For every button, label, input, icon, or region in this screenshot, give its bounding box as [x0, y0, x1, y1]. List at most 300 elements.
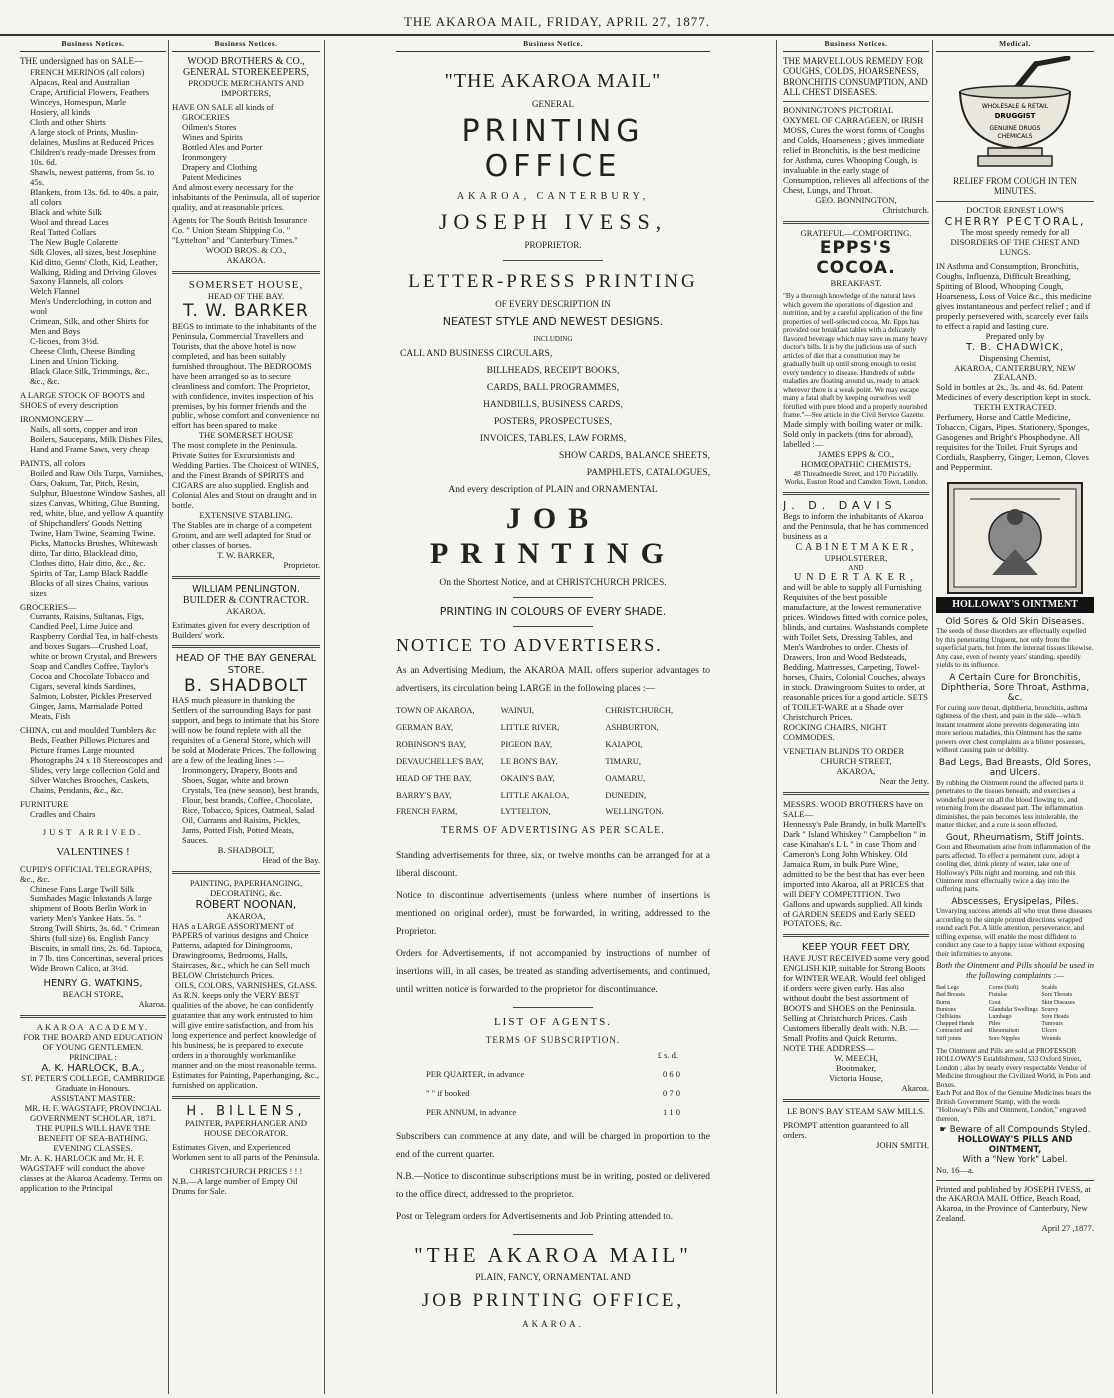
list-item: Crimean, Silk, and other Shirts for Men and Boys — [30, 316, 149, 337]
barker-name: T. W. BARKER — [183, 301, 309, 322]
painting-title: PAINTING, PAPERHANGING, DECORATING, &c. — [189, 877, 303, 898]
grateful-line: GRATEFUL—COMFORTING. — [800, 228, 912, 239]
mortar-pestle-icon — [940, 56, 1090, 174]
divider — [783, 101, 929, 102]
including-label: INCLUDING — [533, 334, 573, 343]
complaint-item: Bunions — [936, 1006, 957, 1013]
messrs-line: MESSRS. WOOD BROTHERS have on SALE— — [783, 798, 923, 819]
wood-signature: WOOD BROS. & CO., — [205, 245, 287, 256]
beach-store: BEACH STORE, — [62, 988, 124, 999]
church-street: CHURCH STREET, — [820, 755, 892, 766]
divider — [172, 576, 320, 579]
gout-title: Gout, Rheumatism, Stiff Joints. — [945, 832, 1085, 843]
beware-text: Beware of all Compounds Styled. — [949, 1125, 1091, 1136]
column-2 — [172, 40, 320, 1394]
list-item: Cloth and other Shirts — [30, 116, 106, 127]
academy-subtitle: FOR THE BOARD AND EDUCATION OF YOUNG GENTLEMEN. — [23, 1031, 163, 1052]
bronchitis-title: A Certain Cure for Bronchitis, Diphtheria, Sore Throat, Asthma, &c. — [940, 672, 1090, 704]
bonnington-place: Christchurch. — [882, 205, 929, 216]
boots-line: A LARGE STOCK OF BOOTS and SHOES of every description — [20, 390, 145, 411]
builder-title: BUILDER & CONTRACTOR. — [182, 594, 310, 606]
rocking-chairs: ROCKING CHAIRS, NIGHT COMMODES. — [783, 722, 887, 742]
china-heading: CHINA, cut and moulded Tumblers &c — [20, 725, 157, 736]
divider — [172, 1096, 320, 1099]
letterpress-title: LETTER-PRESS PRINTING — [408, 271, 698, 293]
rate-value: 1 1 0 — [663, 1107, 680, 1117]
wood-text: And almost every necessary for the inhabitants of the Peninsula, all of superior quality, and at reasonable prices. — [172, 181, 320, 212]
complaint-item: Skin Diseases — [1041, 999, 1075, 1006]
meech-place: Akaroa. — [901, 1082, 929, 1093]
list-item: Drapery and Clothing — [182, 161, 257, 172]
job-office-title: JOB PRINTING OFFICE, — [421, 1290, 685, 1312]
svg-text:CHEMICALS: CHEMICALS — [997, 132, 1033, 140]
pointing-hand-icon: ☛ — [939, 1125, 950, 1136]
wood-place: AKAROA. — [226, 255, 266, 266]
just-arrived: JUST ARRIVED. — [42, 826, 144, 837]
feet-dry-title: KEEP YOUR FEET DRY. — [801, 942, 911, 954]
complaint-item: Chilblains — [936, 1013, 961, 1020]
colours-line: PRINTING IN COLOURS OF EVERY SHADE. — [439, 604, 667, 618]
divider — [513, 597, 593, 598]
sea-bathing: THE PUPILS WILL HAVE THE BENEFIT OF SEA-BATHING. — [35, 1123, 151, 1144]
notice-text: As an Advertising Medium, the AKAROA MAIL offers superior advantages to advertisers, its circulation being LARGE in the following places :— — [396, 666, 710, 695]
davis-text-2: and will be able to supply all Furnishing Requisites of the best possible manufacture, at the lowest remunerative prices. Windows fitted with cornice poles, blinds, and curtains. Washstands complete with Toilet Sets, Dressing Tables, and Men's Wardrobes to order. Chests of Drawers, Iron and Wood Bedsteads, Bedding, Mattresses, Carpeting, Towel-horses, Chairs, Colonial Couches, always in stock. Drawingroom Suites to order, at reasonable prices for a good article. SETS of TOILET-WARE at a Shade over Christchurch Prices. — [783, 582, 929, 723]
principal-name: A. K. HARLOCK, B.A., — [41, 1062, 145, 1074]
list-item: Hosiery, all kinds — [30, 107, 91, 117]
list-item: Men's Underclothing, in cotton and wool — [30, 296, 152, 317]
abscess-title: Abscesses, Erysipelas, Piles. — [951, 896, 1079, 907]
epps-signature: JAMES EPPS & CO., — [817, 448, 895, 459]
watkins-place: Akaroa. — [138, 998, 166, 1009]
sores-title: Old Sores & Old Skin Diseases. — [945, 616, 1085, 627]
divider — [783, 221, 929, 224]
spirits-list: Hennessy's Pale Brandy, in bulk Martell's Dark " Island Whiskey " Campbelton " in case Kinahan's L L " in case Thom and Cameron's Long John Whiskey. Old Jamaica Rum, in bulk Pure Wine, admitted to be the best that has ever been imported into Akaroa, all at PRICES that will DEFY COMPETITION. Two Gallons and upwards supplied. All kinds of GARDEN SEEDS and Early SEED POTATOES, &c. — [783, 818, 926, 929]
academy-title: AKAROA ACADEMY. — [36, 1021, 150, 1032]
divider — [783, 1099, 929, 1102]
bronchitis-text: For curing sore throat, diphtheria, bronchitis, asthma tightness of the chest, and pain in the side—which instant treatment alone prevents degenerating into more serious maladies, this Ointment has the same powers over chest complaints as a blister possesses, without causing pain or debility. — [936, 703, 1088, 755]
assistant-label: ASSISTANT MASTER: — [50, 1093, 136, 1104]
complaint-item: Sore Heads — [1041, 1013, 1069, 1020]
epps-chemists: HOMŒOPATHIC CHEMISTS, — [801, 458, 911, 469]
venetian-blinds: VENETIAN BLINDS TO ORDER — [783, 745, 905, 756]
cherry-pectoral: CHERRY PECTORAL, — [944, 214, 1086, 228]
place-line: AKAROA, CANTERBURY, — [456, 190, 650, 202]
complaint-item: Bad Legs — [936, 985, 959, 992]
place-item: BARRY'S BAY, — [396, 789, 452, 800]
wood-subtitle: GENERAL STOREKEEPERS, — [182, 67, 310, 79]
watkins-name: HENRY G. WATKINS, — [43, 978, 143, 990]
list-item: Oilmen's Stores — [182, 121, 237, 132]
ad-number: No. 16—a. — [936, 1164, 974, 1175]
paper-title-2: "THE AKAROA MAIL" — [414, 1243, 692, 1268]
epps-cocoa-title: EPPS'S COCOA. — [816, 238, 896, 278]
place-item: CHRISTCHURCH, — [605, 705, 674, 716]
complaint-item: Tumours — [1041, 1021, 1063, 1028]
general-label: GENERAL — [532, 98, 574, 109]
svg-text:GENUINE DRUGS: GENUINE DRUGS — [989, 124, 1041, 132]
place-item: TIMARU, — [605, 755, 641, 766]
subscribers-text: Subscribers can commence at any date, and will be charged in proportion to the end of the current quarter. — [396, 1131, 710, 1160]
davis-text: Begs to inform the inhabitants of Akaroa and the Peninsula, that he has commenced business as a — [783, 511, 929, 542]
bonnington-text: BONNINGTON'S PICTORIAL OXYMEL OF CARRAGEEN, or IRISH MOSS, Cures the worst forms of Coughs and Colds, Hoarseness ; gives immediate relief in Bronchitis, is the best medicine for Asthma, cures Whooping Cough, is invaluable in the early stage of Consumption, relieves all affections of the Chest, Lungs, and Throat. — [783, 105, 929, 196]
list-item: Saxony Flannels, all colors — [30, 276, 124, 287]
oils-line: OILS, COLORS, VARNISHES, GLASS. — [174, 980, 318, 991]
list-item: Wool and thread Laces — [30, 216, 109, 227]
rate-row — [426, 1070, 680, 1080]
complaint-item: Scurvy — [1041, 1006, 1059, 1013]
each-pot-text: Each Pot and Box of the Genuine Medicines bears the British Government Stamp, with the words "Holloway's Pills and Ointment, London," engraved thereon. — [936, 1089, 1092, 1123]
complaint-item: Fistulas — [988, 992, 1008, 999]
billens-name: H. BILLENS, — [186, 1103, 306, 1119]
ointment-text: The Ointment and Pills are sold at PROFESSOR HOLLOWAY'S Establishment, 533 Oxford Street, London ; also by nearly every respectable Vendor of Medicine throughout the Civilized World, in Pots and Boxes. — [936, 1046, 1091, 1089]
masthead — [0, 0, 1114, 36]
section-header: Medical. — [936, 40, 1094, 52]
print-item: PAMPHLETS, CATALOGUES, — [586, 467, 710, 478]
print-item: POSTERS, PROSPECTUSES, — [494, 416, 612, 427]
remedy-title: THE MARVELLOUS REMEDY FOR COUGHS, COLDS, HOARSENESS, BRONCHITIS CONSUMPTION, AND ALL CHEST DISEASES. — [783, 55, 928, 97]
nb-text: N.B.—Notice to discontinue subscriptions must be in writing, posted or delivered to the office direct, addressed to the proprietor. — [396, 1171, 710, 1200]
legs-text: By rubbing the Ointment round the affected parts it penetrates to the tissues beneath, and exercises a wonderful power on all the blood flowing to, and returning from the diseased part. The inflammation diminishes, the pain becomes less intolerable, the matter thicker, and a cure is soon effected. — [936, 778, 1084, 830]
list-item: Blankets, from 13s. 6d. to 40s. a pair, all colors — [30, 186, 159, 207]
rate-value: 0 7 0 — [663, 1088, 680, 1099]
akaroa-footer: AKAROA. — [522, 1318, 584, 1329]
rate-label: PER QUARTER, in advance — [426, 1069, 525, 1080]
davis-name: J. D. DAVIS — [783, 498, 897, 512]
place-item: PIGEON BAY, — [500, 738, 553, 749]
furniture-heading: FURNITURE — [20, 798, 69, 809]
principal-label: PRINCIPAL : — [69, 1051, 117, 1062]
printed-by: Printed and published by JOSEPH IVESS, at the AKAROA MAIL Office, Beach Road, Akaroa, in the Province of Canterbury, New Zealand. — [936, 1183, 1091, 1224]
asthma-text: IN Asthma and Consumption, Bronchitis, Coughs, Influenza, Difficult Breathing, Spitting of Blood, Whooping Cough, Hoarseness, Loss of Voice &c., this medicine gives instantaneous and perfect relief ; and if properly persevered with, scarcely ever fails to effect a rapid and lasting cure. — [936, 261, 1092, 331]
list-item: GROCERIES — [182, 111, 230, 122]
notice-title: NOTICE TO ADVERTISERS. — [396, 635, 663, 656]
complaint-item: Burns — [936, 999, 951, 1006]
relief-title: RELIEF FROM COUGH IN TEN MINUTES. — [953, 175, 1077, 197]
shadbolt-signature: B. SHADBOLT, — [217, 844, 275, 855]
furniture-list: Cradles and Chairs — [30, 808, 96, 819]
paper-title: "THE AKAROA MAIL" — [444, 69, 662, 92]
shadbolt-items: Ironmongery, Drapery, Boots and Shoes, Sugar, white and brown Crystals, Tea (new season), best brands, Flour, best brands, Coffee, Chocolate, Rice, Tobacco, Spices, Oatmeal, Salad Oil, Currants and Raisins, Pickles, Jams, Potted Fish, Potted Meats, Sauces. — [182, 765, 320, 845]
misc-list: Chinese Fans Large Twill Silk Sunshades Magic Inkstands A large shipment of Boots Berlin Work in variety Men's Yankee Hats. 5s. " Strong Twill Shirts, 3s. 6d. " Crimean Shirts (full size) 6s. English Fancy Biscuits, in small tins, 2s. 6d. Tapioca, in 7 lb. tins Concertinas, several prices Wide Brown Calico, at 3½d. — [30, 883, 164, 974]
shadbolt-place: Head of the Bay. — [262, 854, 320, 865]
complaint-item: Chapped Hands — [936, 1021, 975, 1028]
evening-classes: EVENING CLASSES. — [53, 1143, 133, 1153]
somerset-subtitle: HEAD OF THE BAY. — [207, 291, 285, 302]
complaint-item: Lumbago — [988, 1013, 1012, 1020]
divider — [783, 792, 929, 795]
shortest-notice: On the Shortest Notice, and at CHRISTCHURCH PRICES. — [439, 577, 667, 588]
post-text: Post or Telegram orders for Advertisements and Job Printing attended to. — [396, 1212, 673, 1223]
undertaker: UNDERTAKER, — [794, 571, 918, 583]
place-item: TOWN OF AKAROA, — [396, 705, 475, 716]
section-header: Business Notices. — [783, 40, 929, 52]
bottles-text: Sold in bottles at 2s., 3s. and 4s. 6d. Patent Medicines of every description kept in stock. — [936, 382, 1091, 403]
builder-text: Estimates given for every description of Builders' work. — [172, 619, 310, 640]
holloway-pills: HOLLOWAY'S PILLS AND OINTMENT, — [957, 1134, 1073, 1155]
groceries-heading: GROCERIES— — [20, 601, 77, 612]
place-item: LYTTELTON, — [500, 806, 551, 817]
college: ST. PETER'S COLLEGE, CAMBRIDGE Graduate in Honours. — [21, 1073, 165, 1094]
print-item: CALL AND BUSINESS CIRCULARS, — [400, 348, 553, 359]
place-item: KAIAPOI, — [605, 738, 643, 749]
rate-label: " " if booked — [426, 1088, 470, 1099]
list-item: Welch Flannel — [30, 286, 80, 297]
list-item: Alpacas, Real and Australian — [30, 77, 130, 88]
sores-text: The seeds of these disorders are effectually expelled by this penetrating Unguent, not only from the superficial parts, but from the internal tissues likewise. Any case, even of twenty years' standing, speedily yields to its influence. — [936, 627, 1094, 670]
davis-place: AKAROA, — [836, 765, 876, 776]
orders-text: Orders for Advertisements, if not accompanied by instructions of number of insertions will, in all cases, be treated as standing advertisements, and continued, until written notice is forwarded to the proprietor for discontinuance. — [396, 949, 710, 996]
complaint-item: Ulcers — [1041, 1028, 1057, 1035]
agents-title: LIST OF AGENTS. — [493, 1016, 613, 1029]
paints-list: Boiled and Raw Oils Turps, Varnishes, Oars, Oakum, Tar, Pitch, Resin, Sulphur, Bluestone Window Sashes, all sizes Canvas, Whiting, Glue Bunting, red, white, blue, and yellow A quantity of Shipchandlers' Goods Netting Twine, Ham Twine, Seaming Twine. Picks, Mattocks Brushes, Whitewash ditto, Tar ditto, Blacklead ditto, Clothes ditto, Hair ditto, &c., &c. Spirits of Tar, Lamp Black Raddle Blocks of all sizes Chains, various sizes — [30, 467, 166, 598]
column-rule — [776, 40, 777, 1394]
complaint-item: Gout — [988, 999, 1001, 1006]
print-item: INVOICES, TABLES, LAW FORMS, — [479, 433, 627, 444]
print-item: HANDBILLS, BUSINESS CARDS, — [483, 399, 623, 410]
list-item: Patent Medicines — [182, 171, 242, 182]
list-item: Shawls, newest patterns, from 5s. to 45s. — [30, 166, 155, 187]
christchurch-prices: CHRISTCHURCH PRICES ! ! ! — [189, 1165, 303, 1176]
list-item: FRENCH MERINOS (all colors) — [30, 67, 145, 78]
meech-name: W. MEECH, — [834, 1052, 878, 1063]
place-item: OAMARU, — [605, 772, 646, 783]
column-5-medical — [936, 40, 1094, 1394]
place-item: LITTLE RIVER, — [500, 722, 560, 733]
list-item: Real Tatted Collars — [30, 226, 97, 237]
smith-name: JOHN SMITH. — [876, 1139, 929, 1150]
neatest-style: NEATEST STYLE AND NEWEST DESIGNS. — [442, 314, 664, 328]
place-item: WAINUI, — [500, 705, 534, 716]
shadbolt-name: B. SHADBOLT — [183, 675, 309, 696]
svg-text:WHOLESALE & RETAIL: WHOLESALE & RETAIL — [981, 102, 1049, 110]
list-item: Winceys, Homespun, Marle — [30, 97, 127, 108]
breakfast-label: BREAKFAST. — [830, 277, 882, 288]
plain-ornamental: And every description of PLAIN and ORNAMENTAL — [448, 484, 658, 495]
shadbolt-text: HAS much pleasure in thanking the Settlers of the surrounding Bays for past support, and begs to intimate that his Store will now be found replete with all the requisites of a General Store, which will be sold at Moderate Prices. The following are a few of the leading lines :— — [172, 695, 320, 766]
complaint-item: Glandular Swellings — [988, 1006, 1038, 1013]
somerset-title: SOMERSET HOUSE, — [188, 279, 304, 292]
column-rule — [932, 40, 933, 1394]
place-item: ROBINSON'S BAY, — [396, 738, 467, 749]
barker-signature: T. W. BARKER, — [217, 550, 275, 561]
divider — [172, 645, 320, 648]
near-jetty: Near the Jetty. — [879, 775, 929, 786]
complaint-item: Stiff joints — [936, 1035, 962, 1042]
complaints-table — [936, 985, 1094, 1043]
standing-text: Standing advertisements for three, six, or twelve months can be arranged for at a liberal discount. — [396, 850, 710, 879]
teeth-extracted: TEETH EXTRACTED. — [973, 402, 1057, 413]
list-item: Silk Gloves, all sizes, best Josephine Kid ditto, Gents' Cloth, Kid, Leather, Walking, Riding and Driving Gloves — [30, 246, 158, 277]
new-york-label: With a "New York" Label. — [962, 1154, 1068, 1165]
note-address: NOTE THE ADDRESS— — [783, 1042, 875, 1053]
subscription-title: TERMS OF SUBSCRIPTION. — [485, 1034, 621, 1045]
cabinetmaker: CABINETMAKER, — [795, 542, 917, 554]
cherry-text: The most speedy remedy for all DISORDERS OF THE CHEST AND LUNGS. — [950, 227, 1080, 258]
place-item: OKAIN'S BAY, — [500, 772, 555, 783]
lowe-name: DOCTOR ERNEST LOW'S — [966, 204, 1064, 215]
place-item: WELLINGTON. — [605, 806, 664, 817]
drums-text: N.B.—A large number of Empty Oil Drums for Sale. — [172, 1175, 298, 1196]
section-header: Business Notice. — [396, 40, 710, 52]
column-4 — [783, 40, 929, 1394]
complaint-item: Corns (Soft) — [988, 985, 1019, 992]
list-item: A large stock of Prints, Muslin-delaines, Muslins at Reduced Prices — [30, 126, 154, 147]
column-1 — [20, 40, 166, 1394]
victoria-house: Victoria House, — [829, 1072, 883, 1083]
discontinue-text: Notice to discontinue advertisements (unless where number of insertions is mentioned on original order), must be forwarded, in writing, addressed to the Proprietor. — [396, 890, 710, 938]
list-item: Linen and Union Ticking. — [30, 356, 119, 367]
prepared-by: Prepared only by — [985, 330, 1045, 341]
complaint-item: Rheumatism — [988, 1028, 1019, 1035]
wood-subtitle-2: PRODUCE MERCHANTS AND IMPORTERS, — [188, 77, 304, 98]
place-item: DEVAUCHELLE'S BAY, — [396, 755, 484, 766]
holloway-emblem-icon — [940, 479, 1090, 597]
abscess-text: Unvarying success attends all who treat these diseases according to the simple printed directions wrapped round each Pot. A little attention, perseverance, and trifling expense, will enable the most diffident to conduct any case to a happy issue without exposing their infirmities to anyone. — [936, 907, 1092, 958]
epps-address: 48 Threadneedle Street, and 170 Piccadilly. Works, Euston Road and Camden Town, London. — [784, 469, 928, 487]
paints-heading: PAINTS, all colors — [20, 457, 86, 468]
somerset-text: The most complete in the Peninsula. Private Suites for Excursionists and Wedding Parties. The Choicest of WINES, and the Finest Brands of SPIRITS and CIGARS are also supplied. English and Colonial Ales and Stout on draught and in bottle. — [172, 440, 319, 511]
stabling-title: EXTENSIVE STABLING. — [199, 510, 293, 521]
gout-text: Gout and Rheumatism arise from inflammation of the parts affected. To effect a permanent cure, adopt a cooling diet, drink plenty of water, take one of Holloway's Pills night and morning, and rub this Ointment most effectually twice a day into the suffering parts. — [936, 843, 1091, 894]
list-item: Crape, Artificial Flowers, Feathers — [30, 87, 150, 98]
complaint-item: Wounds — [1041, 1035, 1061, 1042]
terms-line: TERMS OF ADVERTISING AS PER SCALE. — [441, 825, 665, 837]
place-item: ASHBURTON, — [605, 722, 659, 733]
wood-agents: Agents for The South British Insurance Co. " Union Steam Shipping Co. " "Lyttelton" and "Canterbury Times." — [172, 215, 308, 246]
prompt-text: PROMPT attention guaranteed to all orders. — [783, 1119, 909, 1140]
svg-text:DRUGGIST: DRUGGIST — [994, 111, 1036, 120]
place-item: FRENCH FARM, — [396, 806, 458, 817]
builder-place: AKAROA. — [226, 605, 266, 616]
rate-label: PER ANNUM, in advance — [426, 1107, 517, 1117]
place-item: GERMAN BAY, — [396, 722, 454, 733]
barker-role: Proprietor. — [283, 560, 320, 570]
epps-made: Made simply with boiling water or milk. Sold only in packets (tins for abroad), labelled :— — [783, 418, 923, 449]
divider — [513, 1007, 593, 1008]
noonan-text-2: As R.N. keeps only the VERY BEST qualities of the above, he can confidently guarantee that any work entrusted to him will give entire satisfaction, and from his long experience and perfect knowledge of his business, he is prepared to execute orders in a thoroughly workmanlike manner and on the most reasonable terms. Estimates for Painting, Paperhanging, &c., furnished on application. — [172, 990, 320, 1091]
lebons-title: LE BON'S BAY STEAM SAW MILLS. — [786, 1105, 926, 1116]
column-rule — [324, 40, 325, 1394]
column-rule — [168, 40, 169, 1394]
bonnington-signature: GEO. BONNINGTON, — [815, 195, 897, 206]
complaint-item: Sore Nipples — [988, 1035, 1020, 1042]
divider — [783, 492, 929, 495]
holloway-band: HOLLOWAY'S OINTMENT — [936, 597, 1094, 613]
divider — [513, 626, 593, 627]
wood-intro: HAVE ON SALE all kinds of — [172, 101, 274, 112]
list-item: Ironmongery — [182, 151, 227, 162]
legs-title: Bad Legs, Bad Breasts, Old Sores, and Ulcers. — [938, 757, 1092, 779]
complaint-item: Piles — [988, 1021, 1001, 1028]
ironmongery-list: Nails, all sorts, copper and iron Boilers, Saucepans, Milk Dishes Files, Hand and Frame Saws, very cheap — [30, 424, 163, 454]
rate-row — [426, 1108, 680, 1118]
list-item: Cheese Cloth, Cheese Binding — [30, 346, 136, 357]
print-item: BILLHEADS, RECEIPT BOOKS, — [486, 365, 620, 376]
penlington-name: WILLIAM PENLINGTON. — [192, 583, 300, 595]
divider — [936, 201, 1094, 202]
issue-date: April 27 ,1877. — [1041, 1223, 1094, 1234]
complaint-item: Contracted and — [936, 1028, 973, 1035]
divider — [503, 260, 603, 261]
proprietor-name: JOSEPH IVESS, — [438, 208, 668, 234]
hob-title: HEAD OF THE BAY GENERAL STORE. — [175, 653, 317, 677]
list-item: Black and white Silk — [30, 206, 102, 217]
divider — [20, 1015, 166, 1018]
billens-text: Estimates Given, and Experienced Workmen sent to all parts of the Peninsula. — [172, 1142, 320, 1162]
every-description: OF EVERY DESCRIPTION IN — [495, 299, 611, 310]
wood-title: WOOD BROTHERS & CO., — [187, 55, 305, 67]
printing-office-title: PRINTING OFFICE — [461, 114, 645, 185]
assistant-name: MR. H. F. WAGSTAFF, PROVINCIAL GOVERNMENT SCHOLAR, 1871. — [24, 1103, 162, 1124]
upholsterer: UPHOLSTERER, — [824, 552, 888, 563]
drapery-list — [20, 68, 166, 387]
places-grid — [396, 706, 710, 817]
print-item: SHOW CARDS, BALANCE SHEETS, — [558, 450, 710, 461]
job-printing-title: JOB PRINTING — [429, 501, 676, 570]
billens-subtitle: PAINTER, PAPERHANGER AND HOUSE DECORATOR. — [185, 1118, 307, 1139]
place-item: DUNEDIN, — [605, 789, 647, 800]
groceries-list: Currants, Raisins, Sultanas, Figs, Candied Peel, Lime Juice and Raspberry Cordial Tea, in half-chests and boxes Sugars—Crushed Loaf, white or brown Crystal, and Brewers Soap and Candles Coffee, Taylor's Cocoa and Chocolate Tobacco and Cigars, several kinds Sardines, Salmon, Lobster, Pickles Preserved Ginger, Jams, Marmalade Potted Meats, Fish — [30, 611, 158, 722]
list-item: Children's ready-made Dresses from 10s. 6d. — [30, 146, 156, 167]
list-item: Bottled Ales and Porter — [182, 141, 263, 152]
place-item: HEAD OF THE BAY, — [396, 772, 472, 783]
epps-text: "By a thorough knowledge of the natural laws which govern the operations of digestion and nutrition, and by a careful application of the fine properties of well-selected cocoa, Mr. Epps has provided our breakfast tables with a delicately flavored beverage which may save us many heavy doctor's bills. It is by the judicious use of such articles of diet that a constitution may be gradually built up until strong enough to resist every tendency to disease. Hundreds of subtle maladies are floating around us, ready to attack wherever there is a weak point. We may escape many a fatal shaft by keeping ourselves well fortified with pure blood and a properly nourished frame."—See article in the Civil Service Gazette. — [783, 292, 928, 420]
noonan-name: ROBERT NOONAN, — [195, 897, 297, 911]
list-item: C-licoes, from 3½d. — [30, 336, 99, 347]
place-item: LITTLE AKALOA, — [500, 789, 570, 800]
and-label: AND — [848, 563, 864, 572]
meech-role: Bootmaker, — [836, 1062, 876, 1073]
feet-text: HAVE JUST RECEIVED some very good ENGLISH KIP, suitable for Strong Boots for WINTER WEAR. Would feel obliged if orders were given early. Has also without doubt the best assortment of BOOTS and SHOES on the Peninsula. Selling at Christchurch Prices. Cash Customers liberally dealt with. N.B. — Small Profits and Quick Returns. — [783, 953, 929, 1043]
section-header: Business Notices. — [20, 40, 166, 52]
cupid-line: CUPID'S OFFICIAL TELEGRAPHS, &c., &c. — [20, 863, 152, 884]
section-header: Business Notices. — [172, 40, 320, 52]
sale-intro: THE undersigned has on SALE— — [20, 55, 143, 66]
proprietor-label: PROPRIETOR. — [524, 240, 582, 251]
noonan-place: AKAROA, — [226, 910, 266, 921]
china-list: Beds, Feather Pillows Pictures and Picture frames Large mounted Photographs 24 x 18 Stereoscopes and Slides, very large collection Gold and Silver Watches Brooches, Caskets, Chains, Pendants, &c., &c. — [30, 735, 163, 795]
both-line: Both the Ointment and Pills should be used in the following complaints :— — [936, 960, 1094, 981]
divider — [936, 1180, 1094, 1181]
valentines: VALENTINES ! — [56, 845, 130, 858]
barker-text: BEGS to intimate to the inhabitants of the Peninsula, Commercial Travellers and Tourists, that the above hotel is now completed, and has been suitably furnished throughout. The BEDROOMS have been arranged so as to secure cleanliness and comfort. The Proprietor, with confidence, invites inspection of his premises, by his former friends and the public, whose comfort and convenience no effort has been spared to make — [172, 320, 320, 431]
divider — [783, 934, 929, 937]
chadwick-place: AKAROA, CANTERBURY, NEW ZEALAND. — [954, 362, 1076, 383]
plain-fancy: PLAIN, FANCY, ORNAMENTAL AND — [475, 1273, 631, 1284]
complaint-item: Sore Throats — [1041, 992, 1073, 999]
print-item: CARDS, BALL PROGRAMMES, — [486, 382, 620, 393]
list-item: Wines and Spirits — [182, 131, 243, 142]
chadwick-name: T. B. CHADWICK, — [965, 341, 1065, 353]
lsd-header: £ s. d. — [657, 1050, 678, 1061]
divider — [172, 871, 320, 874]
list-item: The New Bugle Colarette — [30, 236, 119, 247]
divider — [172, 271, 320, 274]
divider — [513, 1234, 593, 1235]
somerset-house-2: THE SOMERSET HOUSE — [198, 430, 294, 441]
evening-text: Mr. A. K. HARLOCK and Mr. H. F. WAGSTAFF will conduct the above classes at the Akaroa Academy. Terms on application to the Principal — [20, 1152, 163, 1193]
complaint-item: Bad Breasts — [936, 992, 965, 999]
rate-row — [426, 1089, 680, 1099]
rate-value: 0 6 0 — [663, 1069, 680, 1080]
perfumery-text: Perfumery, Horse and Cattle Medicine, Tobacco, Cigars, Pipes. Stationery, Sponges, Gasogenes and Bright's Phosphodyne. All requisites for the Toilet. Fruit Syrups and Cordials, Raspberry, Ginger, Lemon, Cloves and Peppermint. — [936, 412, 1090, 473]
noonan-text: HAS a LARGE ASSORTMENT of PAPERS of various designs and Choice Patterns, adapted for Diningrooms, Drawingrooms, Bedrooms, Halls, Staircases, &c., which he can Sell much BELOW Christchurch Prices. — [172, 920, 310, 981]
place-item: LE BON'S BAY, — [500, 755, 558, 766]
column-3-printing-office — [396, 40, 710, 1394]
stabling-text: The Stables are in charge of a competent Groom, and are well adapted for Stud or other classes of horses. — [172, 520, 312, 551]
dispensing-chemist: Dispensing Chemist, — [979, 352, 1051, 363]
list-item: Black Glace Silk, Trimmings, &c., &c., &c. — [30, 366, 150, 387]
